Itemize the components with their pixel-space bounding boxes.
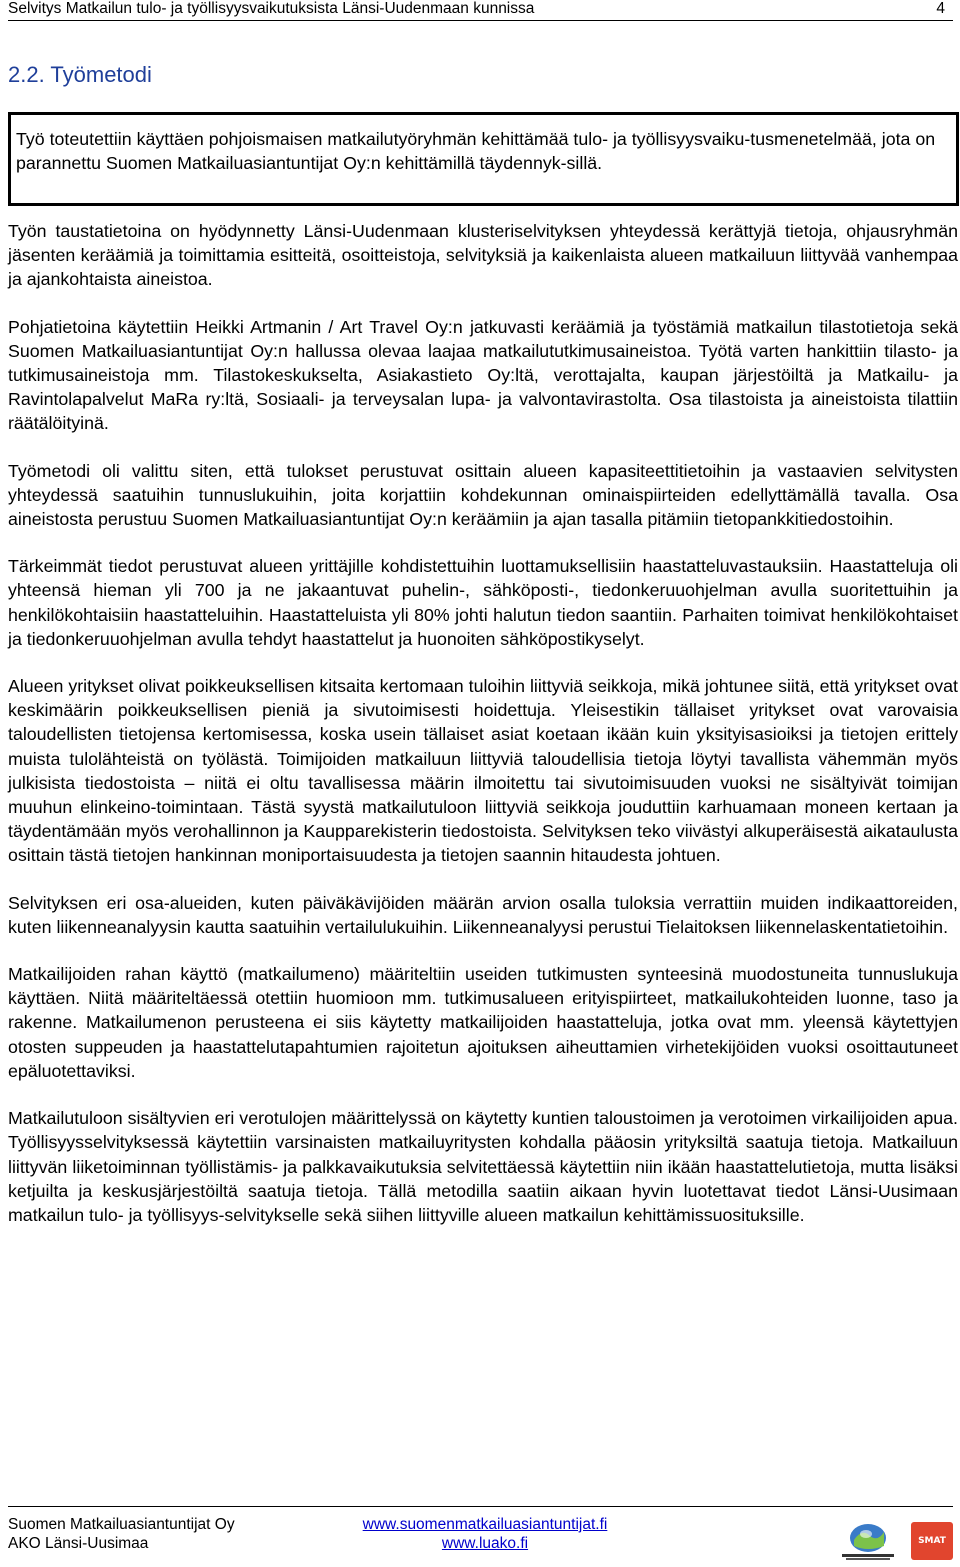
- paragraph: Matkailijoiden rahan käyttö (matkailumeno) määriteltiin useiden tutkimusten synteesinä muodostuneita tunnuslukuja käyttäen. Niitä määriteltäessä otettiin huomioon mm. tutkimusalueen erityispiirteet, matkailukohteiden luonne, taso ja rakenne. Matkailumenon perusteena ei siis käytetty matkailijoiden haastatteluja, jotka ovat mm. yleensä käytettyjen otosten suppeuden ja haastattelutapahtumien rajoitetun ajoituksen aiheuttamien virhetekijöiden vuoksi osoittautuneet epäluotettaviksi.: [8, 964, 958, 1081]
- paragraph: Alueen yritykset olivat poikkeuksellisen kitsaita kertomaan tuloihin liittyviä seikkoja, mikä johtunee siitä, että yritykset ovat keskimäärin poikkeuksellisen pieniä ja sivutoimisesti hoidettuja. Yleisestikin tällaiset yritykset ovat varovaisia taloudellisten tietojensa kertomisessa, koska usein tällaiset asiat koetaan ikään kuin yksityisasioiksi ja tietojen erittely muista tulolähteistä on työlästä. Toimijoiden matkailuun liittyviä taloudellisia tietoja löytyi tavallista vähemmän myös julkisista tiedostoista – niitä ei oltu tavallisessa määrin ilmoitettu tai sivutoimisuuden vuoksi ne sisältyivät toimijan muuhun elinkeino-toimintaan. Tästä syystä matkailutuloon liittyviä seikkoja jouduttiin karhuamaan moneen kertaan ja täydentämään myös verohallinnon ja Kaupparekisterin tiedostoista. Selvityksen teko viivästyi alkuperäisestä aikataulusta osittain tästä tietojen hankinnan moniportaisuudesta ja tietojen saannin hitaudesta johtuen.: [8, 676, 958, 866]
- document-title: Selvitys Matkailun tulo- ja työllisyysvaikutuksista Länsi-Uudenmaan kunnissa: [8, 0, 535, 17]
- footer-region: AKO Länsi-Uusimaa: [8, 1535, 149, 1552]
- footer-organization: [8, 1515, 235, 1553]
- footer-company: Suomen Matkailuasiantuntijat Oy: [8, 1516, 235, 1533]
- body-content: [8, 219, 958, 1250]
- paragraph: Työn taustatietoina on hyödynnetty Länsi-Uudenmaan klusteriselvityksen yhteydessä kerättyjä tietoja, ohjausryhmän jäsenten keräämiä ja toimittamia esitteitä, osoitteistoja, selvityksiä ja kaikenlaista alueen matkailuun liittyvää vanhempaa ja ajankohtaista aineistoa.: [8, 221, 958, 290]
- boxed-paragraph: Työ toteutettiin käyttäen pohjoismaisen matkailutyöryhmän kehittämää tulo- ja työllisyysvaiku-tusmenetelmää, jota on parannettu Suomen Matkailuasiantuntijat Oy:n kehittämillä täydennyk-sillä.: [16, 129, 936, 173]
- paragraph: Tärkeimmät tiedot perustuvat alueen yrittäjille kohdistettuihin luottamuksellisiin haastatteluvastauksiin. Haastatteluja oli yhteensä hieman yli 700 ja ne jakaantuvat puhelin-, sähköposti-, tiedonkeruuohjelman avulla suoritettuihin ja henkilökohtaisiin haastatteluihin. Haastatteluista yli 80% johti halutun tiedon saantiin. Parhaiten toimivat henkilökohtaiset ja tiedonkeruuohjelman avulla tehdyt haastattelut ja huonoiten sähköpostikyselyt.: [8, 556, 958, 649]
- page-number: 4: [936, 0, 945, 17]
- page-header: [8, 0, 953, 21]
- highlight-box: [8, 112, 959, 206]
- smat-logo-text: SMAT: [918, 1536, 946, 1546]
- paragraph: Työmetodi oli valittu siten, että tulokset perustuvat osittain alueen kapasiteettitietoihin ja vastaavien selvitysten yhteydessä saatuihin tunnuslukuihin, joita korjattiin kohdekunnan ominaispiirteiden edellyttämällä tavalla. Osa aineistosta perustuu Suomen Matkailuasiantuntijat Oy:n keräämiin ja ajan tasalla pitämiin tietopankkitiedostoihin.: [8, 460, 958, 530]
- paragraph: Matkailutuloon sisältyvien eri verotulojen määrittelyssä on käytetty kuntien taloustoimen ja verotoimen virkailijoiden apua. Työllisyysselvityksessä käytettiin varsinaisten matkailuyritysten kohdalla pääosin yrityksiltä saatuja tietoja. Matkailuun liittyvän liiketoiminnan työllistämis- ja palkkavaikutuksia selvitettäessä käytettiin niin ikään haastattelutietoja, mutta lisäksi ketjuilta ja keskusjärjestöiltä saatuja tietoja. Tällä metodilla saatiin aikaan hyvin luotettavat tiedot Länsi-Uusimaan matkailun tulo- ja työllisyys-selvitykselle sekä siihen liittyville alueen matkailun kehittämissuosituksille.: [8, 1108, 958, 1225]
- luako-logo: [836, 1522, 900, 1562]
- footer-links: [360, 1515, 610, 1553]
- paragraph: Pohjatietoina käytettiin Heikki Artmanin / Art Travel Oy:n jatkuvasti keräämiä ja työstämiä matkailun tilastotietoja sekä Suomen Matkailuasiantuntijat Oy:n hallussa olevaa laajaa matkailututkimusaineistoa. Työtä varten hankittiin tilasto- ja tutkimusaineistoja mm. Tilastokeskukselta, Asiakastieto Oy:ltä, verottajalta, kaupan järjestöiltä ja Matkailu- ja Ravintolapalvelut MaRa ry:ltä, Sosiaali- ja terveysalan lupa- ja valvontavirastolta. Osa tilastoista ja aineistoista tilattiin räätälöityinä.: [8, 316, 958, 434]
- footer-divider: [8, 1506, 953, 1507]
- website-link[interactable]: www.luako.fi: [441, 1535, 529, 1552]
- section-heading: 2.2. Työmetodi: [8, 62, 152, 87]
- paragraph: Selvityksen eri osa-alueiden, kuten päiväkävijöiden määrän arvion osalla tuloksia verrattiin muiden indikaattoreiden, kuten liikenneanalyysin kautta saatuihin vertailulukuihin. Liikenneanalyysi perustui Tielaitoksen liikennelaskentatietoihin.: [8, 892, 958, 937]
- website-link[interactable]: www.suomenmatkailuasiantuntijat.fi: [362, 1516, 608, 1533]
- smat-logo: [911, 1522, 953, 1560]
